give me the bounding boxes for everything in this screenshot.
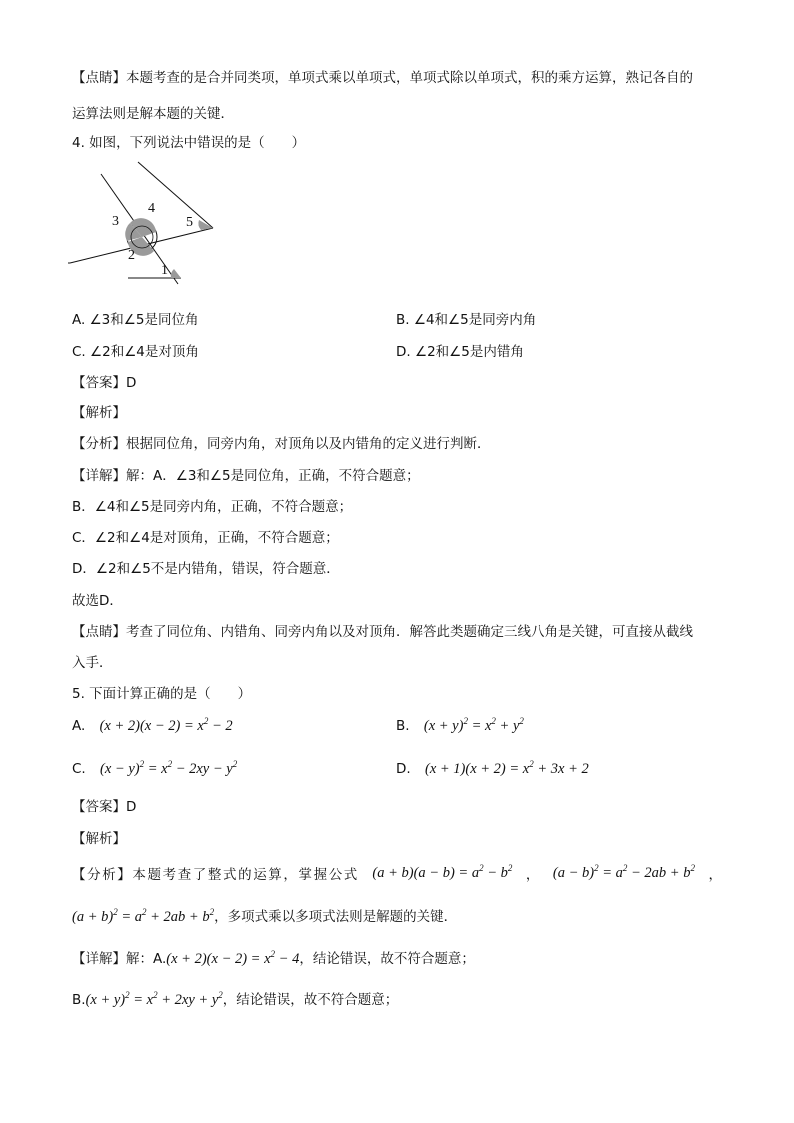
q5-option-c-formula: $(x - y)^2 = x^2 - 2xy - y^2$: [100, 759, 238, 777]
q5-option-a-formula: $(x + 2)(x - 2) = x^2 - 2$: [99, 716, 233, 734]
q4-jiexi: 【解析】: [72, 405, 126, 421]
q5-answer: 【答案】D: [72, 799, 137, 815]
q5-option-b-formula: $(x + y)^2 = x^2 + y^2$: [423, 716, 524, 734]
q5-detail-b-prefix: B.: [72, 992, 86, 1008]
q4-detail-c: C．∠2和∠4是对顶角，正确，不符合题意；: [72, 530, 339, 546]
q5-fenxi-formula1: $(a + b)(a - b) = a^2 - b^2$: [372, 863, 513, 881]
q5-detail-a-prefix: 【详解】解：A.: [72, 951, 167, 967]
q5-option-d-formula: $(x + 1)(x + 2) = x^2 + 3x + 2$: [424, 759, 589, 777]
q5-jiexi: 【解析】: [72, 831, 126, 847]
q5-option-a: [72, 716, 233, 735]
q4-detail-d: D．∠2和∠5不是内错角，错误，符合题意．: [72, 561, 340, 577]
q4-option-d: D. ∠2和∠5是内错角: [396, 344, 524, 360]
label-4: 4: [148, 201, 155, 216]
q5-detail-a-text: ，结论错误，故不符合题意；: [299, 951, 475, 967]
dianjing-prev-line2: 运算法则是解本题的关键．: [72, 106, 234, 122]
q5-option-b-label: B.: [396, 718, 410, 734]
q5-option-a-label: A.: [72, 718, 86, 734]
angle-1-shade: [171, 269, 181, 278]
q4-dianjing-line2: 入手．: [72, 655, 113, 671]
dianjing-prev-line1: 【点睛】本题考查的是合并同类项，单项式乘以单项式，单项式除以单项式，积的乘方运算，熟记各自的: [72, 70, 693, 86]
q5-fenxi-line2-text: ，多项式乘以多项式法则是解题的关键．: [214, 909, 458, 925]
q4-choose: 故选D．: [72, 593, 123, 609]
q4-stem: 4. 如图，下列说法中错误的是（ ）: [72, 135, 306, 151]
q4-angle-figure: [68, 160, 218, 285]
q4-dianjing-line1: 【点睛】考查了同位角、内错角、同旁内角以及对顶角．解答此类题确定三线八角是关键，可直接从截线: [72, 624, 693, 640]
q5-detail-b-text: ，结论错误，故不符合题意；: [222, 992, 399, 1008]
q5-fenxi-formula2: $(a - b)^2 = a^2 - 2ab + b^2$: [552, 863, 695, 881]
q4-fenxi: 【分析】根据同位角，同旁内角，对顶角以及内错角的定义进行判断．: [72, 436, 491, 452]
transversal-right: [138, 162, 213, 228]
q5-option-b: [396, 716, 524, 735]
q5-stem: 5. 下面计算正确的是（ ）: [72, 686, 252, 702]
q5-fenxi-formula3: $(a + b)^2 = a^2 + 2ab + b^2$: [72, 907, 215, 925]
label-5: 5: [186, 215, 193, 230]
q4-option-c: C. ∠2和∠4是对顶角: [72, 344, 199, 360]
q5-option-d: [396, 759, 589, 778]
q4-detail-a: 【详解】解：A．∠3和∠5是同位角，正确，不符合题意；: [72, 468, 420, 484]
q5-detail-b-formula: $(x + y)^2 = x^2 + 2xy + y^2$: [85, 990, 223, 1008]
q5-fenxi-line2: [72, 905, 457, 926]
q5-fenxi-prefix: 【分析】本题考查了整式的运算，掌握公式: [72, 867, 359, 883]
q5-fenxi-sep: ，: [525, 867, 540, 883]
label-3: 3: [112, 214, 119, 229]
q5-option-d-label: D.: [396, 761, 411, 777]
label-1: 1: [161, 263, 168, 278]
q4-answer: 【答案】D: [72, 375, 137, 391]
q5-detail-a-formula: $(x + 2)(x - 2) = x^2 - 4$: [166, 949, 300, 967]
q4-detail-b: B．∠4和∠5是同旁内角，正确，不符合题意；: [72, 499, 353, 515]
q5-detail-b: [72, 988, 398, 1009]
q5-option-c: [72, 759, 237, 778]
q5-option-c-label: C.: [72, 761, 86, 777]
q4-option-a: A. ∠3和∠5是同位角: [72, 312, 199, 328]
q5-detail-a: [72, 947, 475, 968]
q4-option-b: B. ∠4和∠5是同旁内角: [396, 312, 537, 328]
label-2: 2: [128, 248, 135, 263]
q5-fenxi-end: ，: [708, 867, 722, 883]
q5-fenxi-line1: [72, 863, 722, 883]
